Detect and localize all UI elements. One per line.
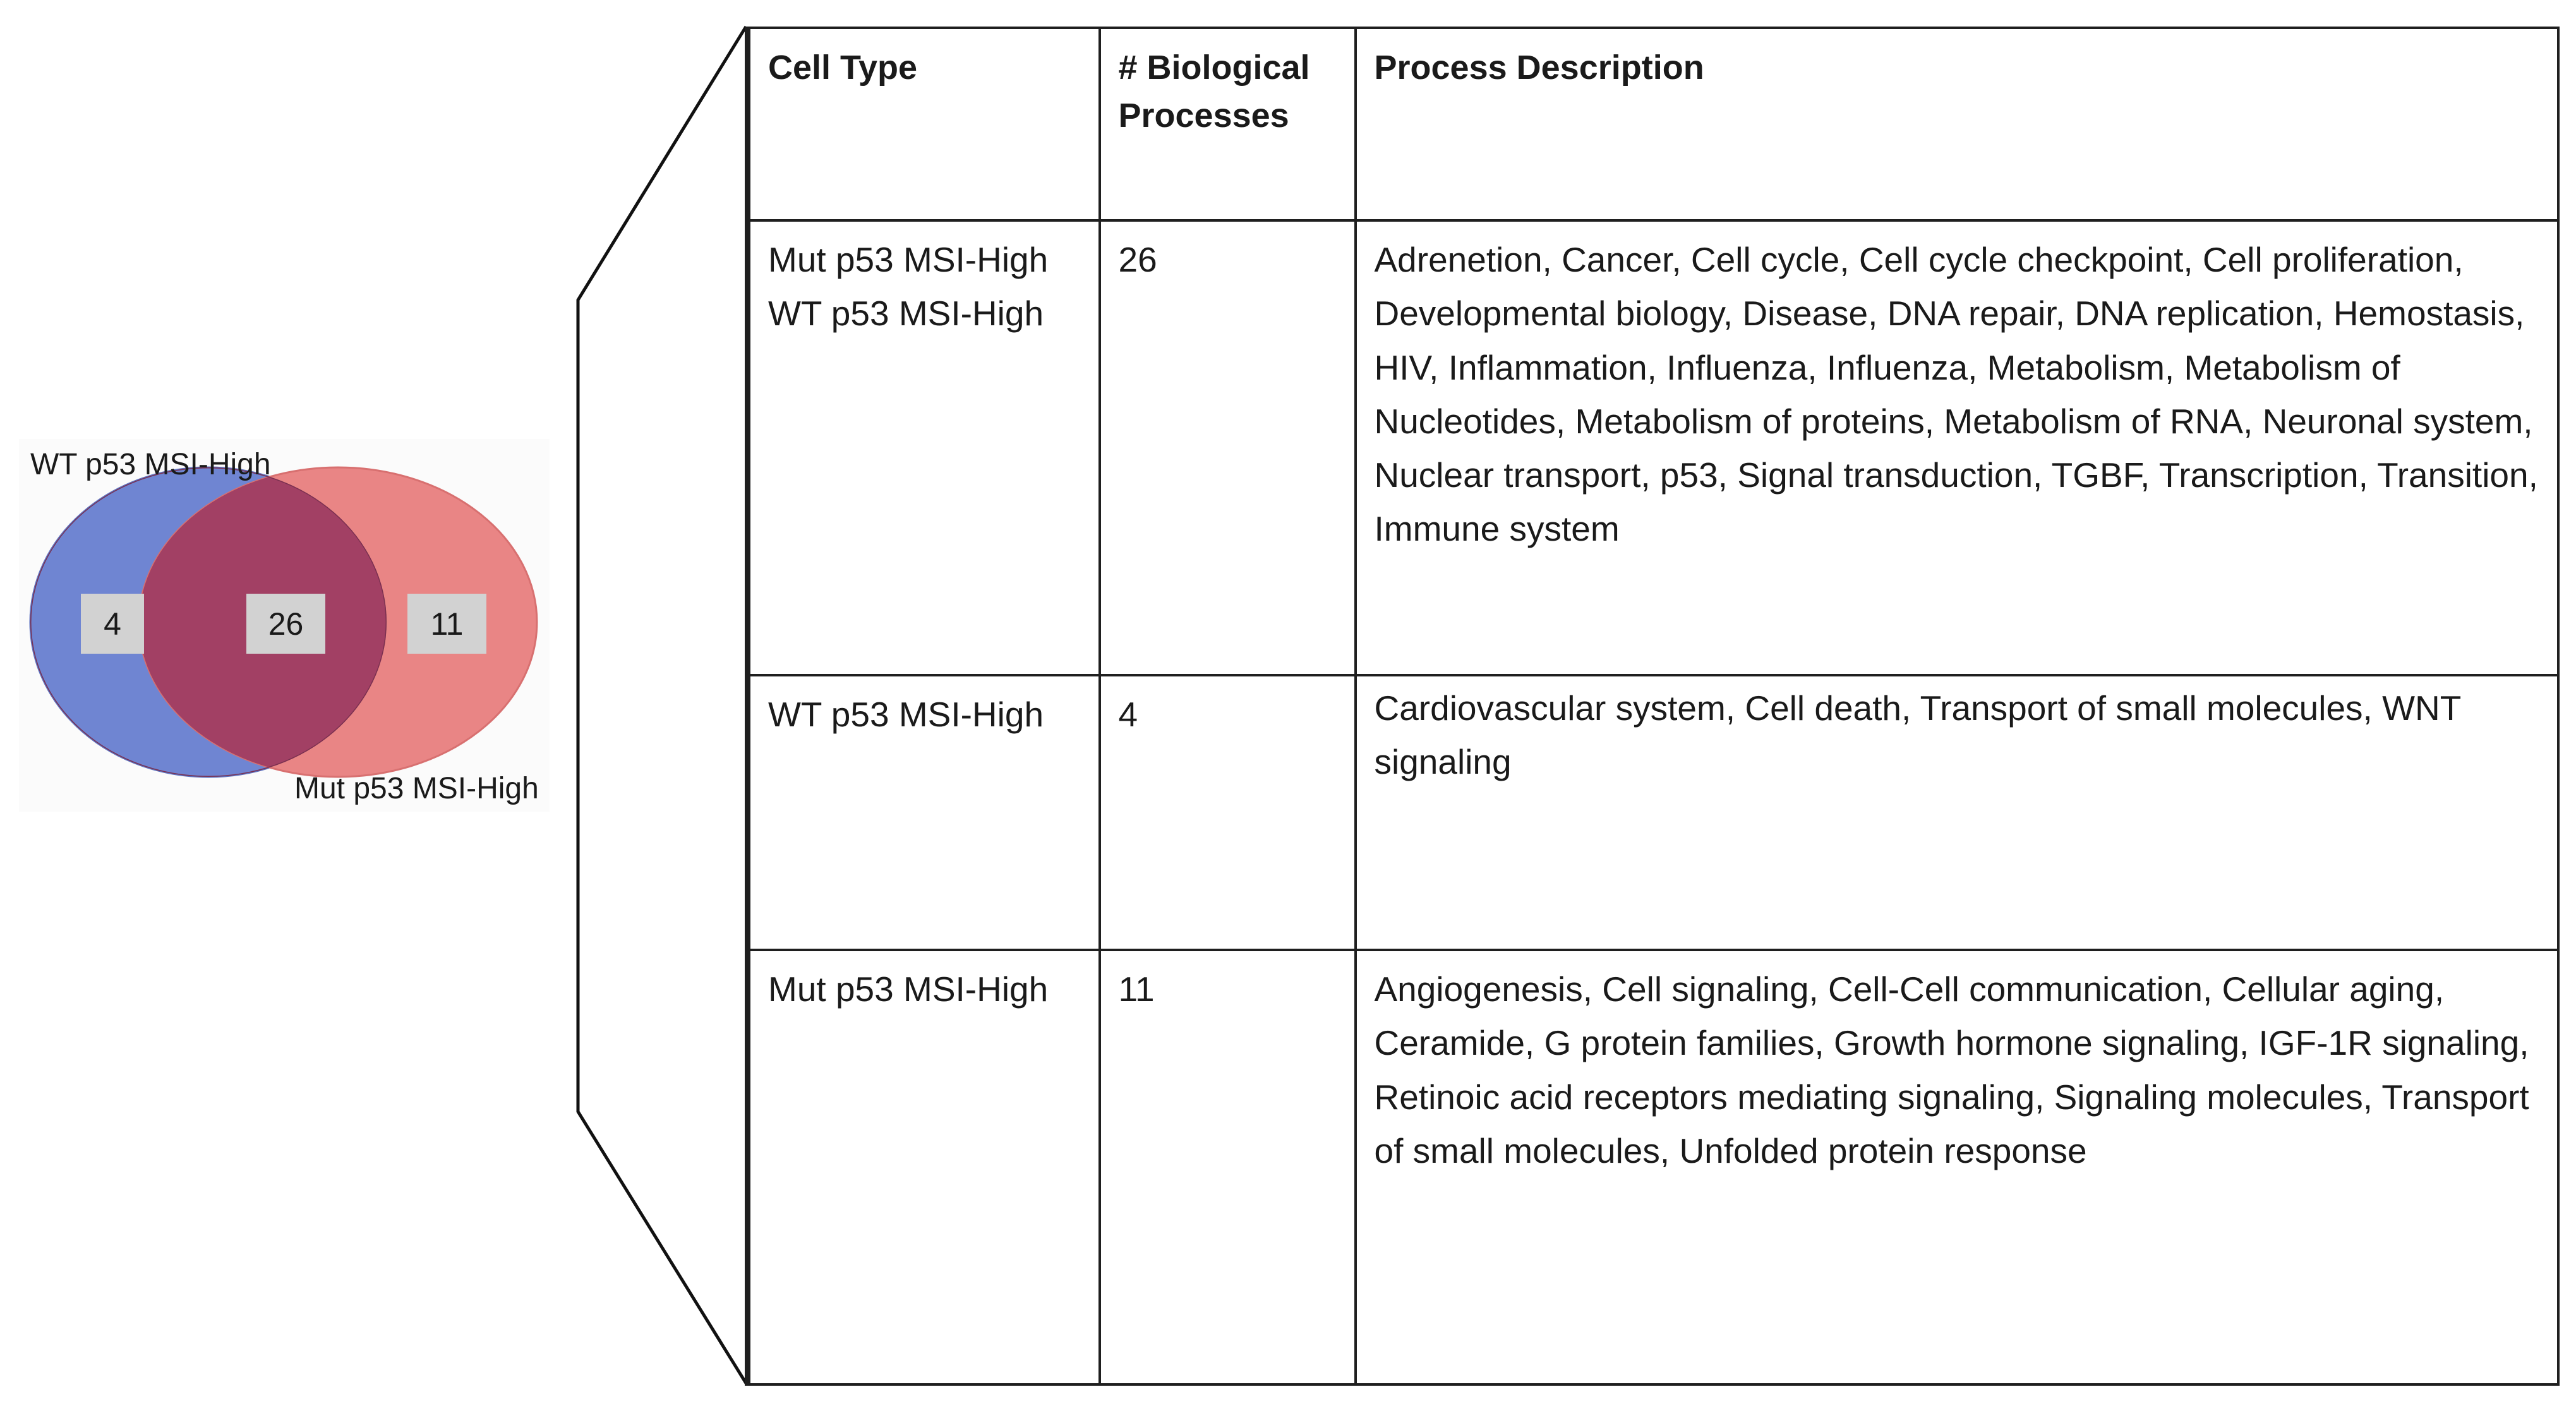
row-process-description: Cardiovascular system, Cell death, Transport of small molecules, WNT signaling (1356, 675, 2558, 950)
venn-label-mut: Mut p53 MSI-High (294, 772, 539, 805)
row-process-count: 26 (1100, 220, 1356, 675)
row-cell-type (748, 675, 1100, 950)
process-table (745, 27, 2560, 1386)
row-process-description: Angiogenesis, Cell signaling, Cell-Cell communication, Cellular aging, Ceramide, G protein families, Growth hormone signaling, IGF-1R signaling, Retinoic acid receptors mediating signaling, Signaling molecules, Transport of small molecules, Unfolded protein response (1356, 950, 2558, 1384)
venn-label-wt: WT p53 MSI-High (30, 448, 271, 481)
table-row (748, 950, 2558, 1384)
table-row (748, 675, 2558, 950)
table-header-row (748, 28, 2558, 220)
cell-type-line: WT p53 MSI-High (768, 294, 1044, 333)
header-bio-processes-line1: # Biological (1118, 49, 1310, 87)
row-process-description: Adrenetion, Cancer, Cell cycle, Cell cycle checkpoint, Cell proliferation, Developmental biology, Disease, DNA repair, DNA replication, Hemostasis, HIV, Inflammation, Influenza, Influenza, Metabolism, Metabolism of Nucleotides, Metabolism of proteins, Metabolism of RNA, Neuronal system, Nuclear transport, p53, Signal transduction, TGBF, Transcription, Transition, Immune system (1356, 220, 2558, 675)
row-cell-type (748, 220, 1100, 675)
cell-type-line: Mut p53 MSI-High (768, 970, 1049, 1009)
row-process-count: 4 (1100, 675, 1356, 950)
venn-count-intersection: 26 (246, 594, 325, 654)
venn-count-mut-only: 11 (407, 594, 486, 654)
row-process-count: 11 (1100, 950, 1356, 1384)
venn-count-wt-only: 4 (81, 594, 144, 654)
row-cell-type (748, 950, 1100, 1384)
cell-type-line: WT p53 MSI-High (768, 695, 1044, 734)
header-bio-processes (1100, 28, 1356, 220)
zoom-bracket (578, 27, 746, 1383)
header-cell-type: Cell Type (748, 28, 1100, 220)
header-bio-processes-line2: Processes (1118, 96, 1289, 135)
table-row (748, 220, 2558, 675)
cell-type-line: Mut p53 MSI-High (768, 240, 1049, 279)
header-process-description: Process Description (1356, 28, 2558, 220)
